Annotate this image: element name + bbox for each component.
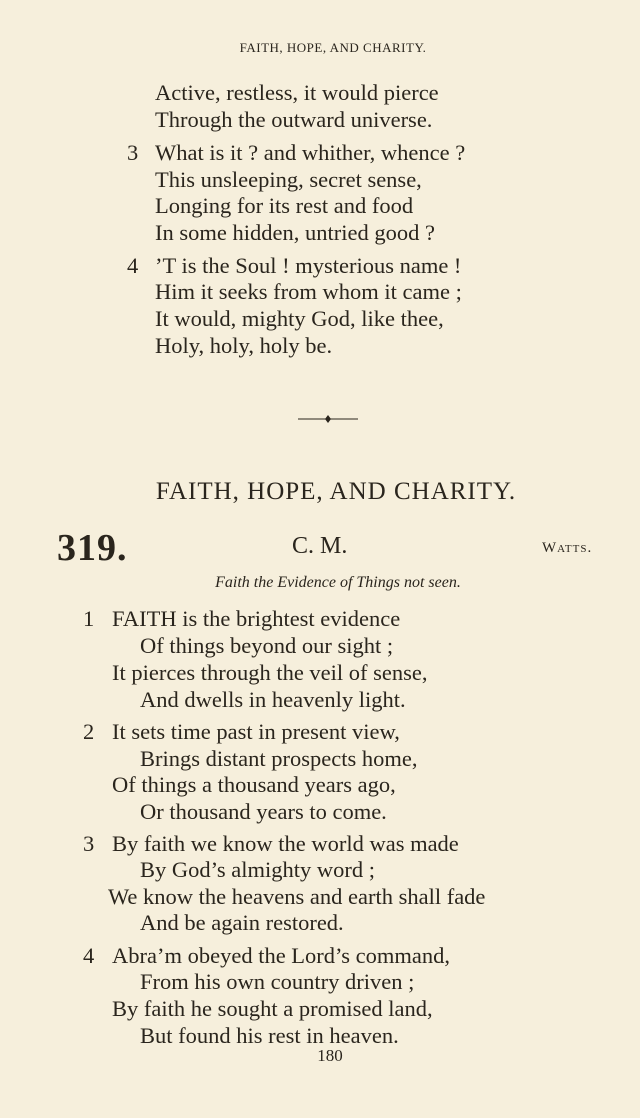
stanza-number: 4 — [83, 943, 95, 968]
verse-line: By God’s almighty word ; — [140, 857, 375, 882]
verse-line: Longing for its rest and food — [155, 193, 414, 218]
hymn-subtitle: Faith the Evidence of Things not seen. — [215, 574, 461, 591]
verse-line: Through the outward universe. — [155, 107, 433, 132]
verse-line: By faith we know the world was made — [112, 831, 459, 856]
stanza-number: 3 — [83, 831, 95, 856]
verse-line: What is it ? and whither, whence ? — [155, 140, 466, 165]
hymn-meter: C. M. — [292, 533, 348, 559]
verse-line: From his own country driven ; — [140, 969, 415, 994]
stanza-number: 4 — [127, 253, 139, 278]
ornament-divider — [298, 412, 358, 426]
stanza-number: 1 — [83, 606, 95, 631]
running-head: FAITH, HOPE, AND CHARITY. — [239, 40, 427, 55]
verse-line: ’T is the Soul ! mysterious name ! — [155, 253, 462, 278]
verse-line: We know the heavens and earth shall fade — [108, 884, 486, 909]
page-number: 180 — [317, 1046, 343, 1065]
verse-line: By faith he sought a promised land, — [112, 996, 433, 1021]
verse-line: It pierces through the veil of sense, — [112, 660, 428, 685]
verse-line: Or thousand years to come. — [140, 799, 387, 824]
hymn-number: 319. — [57, 527, 128, 569]
verse-line: It would, mighty God, like thee, — [155, 306, 444, 331]
stanza-number: 2 — [83, 719, 95, 744]
verse-line: Of things a thousand years ago, — [112, 772, 396, 797]
verse-line: Active, restless, it would pierce — [155, 80, 439, 105]
verse-line: Abra’m obeyed the Lord’s command, — [112, 943, 451, 968]
verse-line: But found his rest in heaven. — [140, 1023, 399, 1048]
verse-line: Holy, holy, holy be. — [155, 333, 333, 358]
verse-line: Brings distant prospects home, — [140, 746, 418, 771]
verse-line: In some hidden, untried good ? — [155, 220, 435, 245]
verse-line: FAITH is the brightest evidence — [112, 606, 401, 631]
verse-line: This unsleeping, secret sense, — [155, 167, 422, 192]
verse-line: And dwells in heavenly light. — [140, 687, 406, 712]
hymn-author: Watts. — [542, 540, 593, 556]
verse-line: It sets time past in present view, — [112, 719, 400, 744]
verse-line: And be again restored. — [140, 910, 344, 935]
verse-line: Of things beyond our sight ; — [140, 633, 394, 658]
stanza-number: 3 — [127, 140, 139, 165]
section-title: FAITH, HOPE, AND CHARITY. — [155, 478, 517, 505]
verse-line: Him it seeks from whom it came ; — [155, 279, 462, 304]
